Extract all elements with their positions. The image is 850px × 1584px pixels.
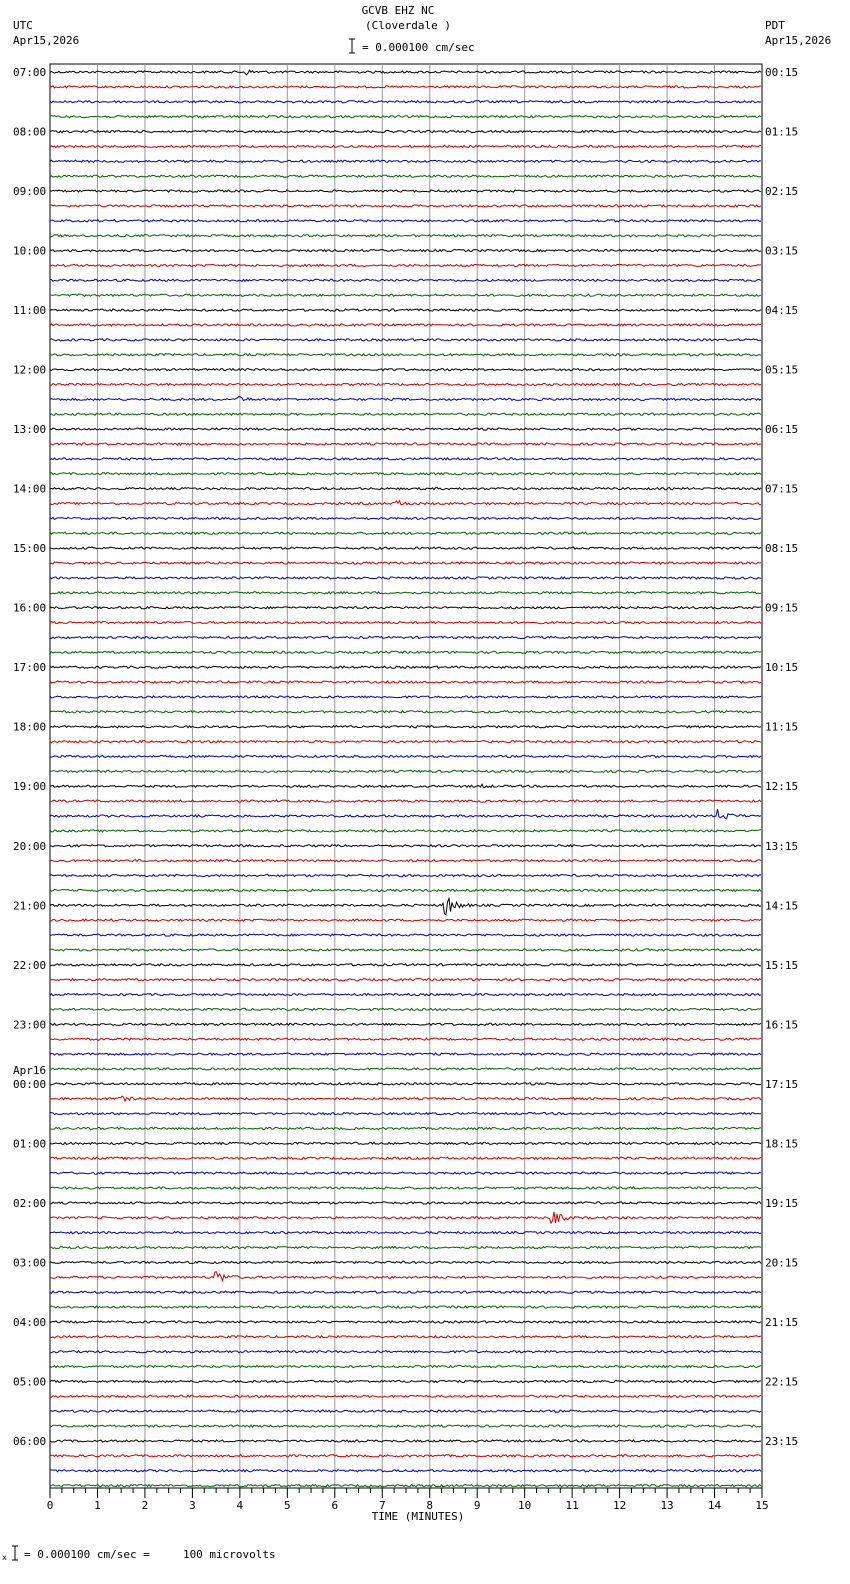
seismic-traces bbox=[50, 70, 761, 1487]
x-tick-label: 8 bbox=[426, 1499, 434, 1512]
utc-hour-label: 00:00 bbox=[13, 1077, 47, 1091]
utc-hour-label: 14:00 bbox=[13, 482, 47, 496]
trace-line bbox=[50, 1246, 761, 1248]
trace-line bbox=[50, 979, 761, 981]
utc-hour-label: 15:00 bbox=[13, 542, 47, 556]
pdt-hour-label: 11:15 bbox=[765, 720, 799, 734]
utc-hour-label: 09:00 bbox=[13, 185, 47, 199]
trace-line bbox=[50, 1485, 761, 1487]
x-tick-label: 13 bbox=[660, 1499, 674, 1512]
trace-line bbox=[50, 205, 761, 207]
trace-line bbox=[50, 1261, 761, 1263]
trace-line bbox=[50, 264, 761, 266]
trace-line bbox=[50, 175, 761, 177]
utc-hour-label: 23:00 bbox=[13, 1018, 47, 1032]
trace-line bbox=[50, 473, 761, 475]
x-tick-label: 11 bbox=[565, 1499, 579, 1512]
pdt-hour-label: 19:15 bbox=[765, 1196, 799, 1210]
trace-line bbox=[50, 1172, 761, 1174]
x-tick-label: 7 bbox=[378, 1499, 386, 1512]
date-change-label: Apr16 bbox=[13, 1063, 47, 1077]
utc-hour-label: 06:00 bbox=[13, 1434, 47, 1448]
x-tick-label: 12 bbox=[612, 1499, 627, 1512]
trace-line bbox=[50, 770, 761, 772]
trace-line bbox=[50, 250, 761, 252]
trace-line bbox=[50, 994, 761, 996]
utc-hour-label: 11:00 bbox=[13, 304, 47, 318]
trace-line bbox=[50, 860, 761, 862]
pdt-hour-label: 17:15 bbox=[765, 1077, 799, 1091]
utc-hour-label: 16:00 bbox=[13, 601, 47, 615]
trace-line bbox=[50, 898, 761, 914]
trace-line bbox=[50, 1306, 761, 1308]
trace-line bbox=[50, 1068, 761, 1070]
trace-line bbox=[50, 919, 761, 921]
trace-line bbox=[50, 1053, 761, 1055]
trace-line bbox=[50, 324, 761, 326]
trace-line bbox=[50, 501, 761, 505]
trace-line bbox=[50, 874, 761, 876]
svg-text:x: x bbox=[2, 1553, 7, 1562]
trace-line bbox=[50, 1395, 761, 1397]
trace-line bbox=[50, 1142, 761, 1144]
utc-hour-label: 19:00 bbox=[13, 780, 47, 794]
trace-line bbox=[50, 889, 761, 891]
utc-hour-label: 04:00 bbox=[13, 1315, 47, 1329]
pdt-hour-label: 22:15 bbox=[765, 1375, 799, 1389]
trace-line bbox=[50, 711, 761, 713]
station-title: GCVB EHZ NC bbox=[361, 4, 435, 17]
pdt-hour-label: 04:15 bbox=[765, 304, 799, 318]
trace-line bbox=[50, 1336, 761, 1338]
utc-hour-label: 20:00 bbox=[13, 839, 47, 853]
station-location: (Cloverdale ) bbox=[364, 19, 452, 32]
scale-text: = 0.000100 cm/sec bbox=[362, 41, 475, 54]
utc-hour-label: 08:00 bbox=[13, 125, 47, 139]
right-timezone: PDT bbox=[765, 19, 785, 32]
x-tick-label: 15 bbox=[755, 1499, 769, 1512]
trace-line bbox=[50, 1321, 761, 1323]
pdt-hour-label: 12:15 bbox=[765, 780, 799, 794]
pdt-hour-label: 00:15 bbox=[765, 66, 799, 79]
trace-line bbox=[50, 636, 761, 638]
pdt-hour-label: 03:15 bbox=[765, 244, 799, 258]
trace-line bbox=[50, 1232, 761, 1234]
utc-hour-label: 10:00 bbox=[13, 244, 47, 258]
left-timezone: UTC bbox=[13, 19, 33, 32]
trace-line bbox=[50, 532, 761, 534]
x-tick-label: 10 bbox=[518, 1499, 532, 1512]
trace-line bbox=[50, 800, 761, 802]
trace-line bbox=[50, 458, 761, 460]
trace-line bbox=[50, 1366, 761, 1368]
trace-line bbox=[50, 934, 761, 936]
trace-line bbox=[50, 562, 761, 564]
trace-line bbox=[50, 1212, 761, 1223]
trace-line bbox=[50, 1202, 761, 1204]
x-tick-label: 1 bbox=[94, 1499, 101, 1512]
utc-hour-labels bbox=[13, 66, 46, 1448]
trace-line bbox=[50, 666, 761, 668]
trace-line bbox=[50, 101, 761, 103]
trace-line bbox=[50, 279, 761, 281]
trace-line bbox=[50, 1410, 761, 1412]
pdt-hour-label: 13:15 bbox=[765, 839, 799, 853]
trace-line bbox=[50, 696, 761, 698]
trace-line bbox=[50, 755, 761, 757]
trace-line bbox=[50, 1127, 761, 1129]
utc-hour-label: 07:00 bbox=[13, 66, 47, 79]
trace-line bbox=[50, 964, 761, 966]
trace-line bbox=[50, 1187, 761, 1189]
scale-bar-icon bbox=[349, 39, 355, 53]
trace-line bbox=[50, 1083, 761, 1085]
x-tick-label: 5 bbox=[284, 1499, 291, 1512]
pdt-hour-label: 07:15 bbox=[765, 482, 799, 496]
trace-line bbox=[50, 190, 761, 192]
minute-grid bbox=[50, 64, 762, 1488]
trace-line bbox=[50, 726, 761, 728]
pdt-hour-label: 05:15 bbox=[765, 363, 799, 377]
trace-line bbox=[50, 369, 761, 371]
trace-line bbox=[50, 1380, 761, 1382]
x-axis bbox=[47, 1488, 769, 1512]
trace-line bbox=[50, 1023, 761, 1025]
trace-line bbox=[50, 116, 761, 118]
trace-line bbox=[50, 130, 761, 132]
trace-line bbox=[50, 383, 761, 385]
trace-line bbox=[50, 145, 761, 147]
trace-line bbox=[50, 809, 761, 819]
x-tick-label: 9 bbox=[473, 1499, 481, 1512]
trace-line bbox=[50, 396, 761, 400]
trace-line bbox=[50, 428, 761, 430]
trace-line bbox=[50, 1291, 761, 1293]
trace-line bbox=[50, 592, 761, 594]
plot-frame bbox=[50, 64, 762, 1488]
trace-line bbox=[50, 517, 761, 519]
pdt-hour-label: 18:15 bbox=[765, 1137, 799, 1151]
pdt-hour-label: 21:15 bbox=[765, 1315, 799, 1329]
trace-line bbox=[50, 354, 761, 356]
pdt-hour-label: 15:15 bbox=[765, 958, 799, 972]
utc-hour-label: 17:00 bbox=[13, 661, 47, 675]
trace-line bbox=[50, 784, 761, 787]
pdt-hour-label: 08:15 bbox=[765, 542, 799, 556]
trace-line bbox=[50, 488, 761, 490]
trace-line bbox=[50, 949, 761, 951]
trace-line bbox=[50, 651, 761, 653]
trace-line bbox=[50, 1440, 761, 1442]
trace-line bbox=[50, 1096, 761, 1101]
x-tick-label: 6 bbox=[331, 1499, 339, 1512]
utc-hour-label: 12:00 bbox=[13, 363, 47, 377]
trace-line bbox=[50, 294, 761, 296]
pdt-hour-label: 23:15 bbox=[765, 1434, 799, 1448]
trace-line bbox=[50, 339, 761, 341]
pdt-hour-label: 10:15 bbox=[765, 661, 799, 675]
footer-scale-icon bbox=[2, 1546, 18, 1562]
right-date: Apr15,2026 bbox=[765, 34, 832, 47]
trace-line bbox=[50, 741, 761, 743]
trace-line bbox=[50, 1351, 761, 1353]
trace-line bbox=[50, 70, 761, 75]
pdt-hour-label: 16:15 bbox=[765, 1018, 799, 1032]
left-date: Apr15,2026 bbox=[13, 34, 80, 47]
x-tick-label: 2 bbox=[141, 1499, 149, 1512]
x-tick-label: 3 bbox=[189, 1499, 196, 1512]
trace-line bbox=[50, 547, 761, 549]
trace-line bbox=[50, 235, 761, 237]
pdt-hour-label: 09:15 bbox=[765, 601, 799, 615]
utc-hour-label: 03:00 bbox=[13, 1256, 47, 1270]
utc-hour-label: 13:00 bbox=[13, 423, 47, 437]
trace-line bbox=[50, 607, 761, 609]
pdt-hour-label: 01:15 bbox=[765, 125, 799, 139]
trace-line bbox=[50, 220, 761, 222]
trace-line bbox=[50, 309, 761, 311]
utc-hour-label: 05:00 bbox=[13, 1375, 47, 1389]
pdt-hour-label: 20:15 bbox=[765, 1256, 799, 1270]
trace-line bbox=[50, 413, 761, 415]
x-tick-label: 4 bbox=[236, 1499, 244, 1512]
utc-hour-label: 02:00 bbox=[13, 1196, 47, 1210]
footer-scale-text: = 0.000100 cm/sec = 100 microvolts bbox=[24, 1548, 276, 1561]
trace-line bbox=[50, 1272, 761, 1281]
pdt-hour-labels bbox=[765, 66, 798, 1448]
utc-hour-label: 18:00 bbox=[13, 720, 47, 734]
trace-line bbox=[50, 577, 761, 579]
utc-hour-label: 21:00 bbox=[13, 899, 47, 913]
x-tick-label: 14 bbox=[707, 1499, 722, 1512]
trace-line bbox=[50, 1157, 761, 1159]
trace-line bbox=[50, 622, 761, 624]
trace-line bbox=[50, 1008, 761, 1010]
utc-hour-label: 22:00 bbox=[13, 958, 47, 972]
pdt-hour-label: 02:15 bbox=[765, 185, 799, 199]
trace-line bbox=[50, 830, 761, 832]
trace-line bbox=[50, 1470, 761, 1472]
trace-line bbox=[50, 1038, 761, 1040]
trace-line bbox=[50, 443, 761, 445]
trace-line bbox=[50, 1425, 761, 1427]
trace-line bbox=[50, 845, 761, 847]
trace-line bbox=[50, 86, 761, 88]
pdt-hour-label: 14:15 bbox=[765, 899, 799, 913]
trace-line bbox=[50, 1113, 761, 1115]
trace-line bbox=[50, 1455, 761, 1457]
trace-line bbox=[50, 160, 761, 162]
x-axis-label: TIME (MINUTES) bbox=[371, 1510, 465, 1523]
x-tick-label: 0 bbox=[46, 1499, 54, 1512]
utc-hour-label: 01:00 bbox=[13, 1137, 47, 1151]
trace-line bbox=[50, 681, 761, 683]
pdt-hour-label: 06:15 bbox=[765, 423, 799, 437]
